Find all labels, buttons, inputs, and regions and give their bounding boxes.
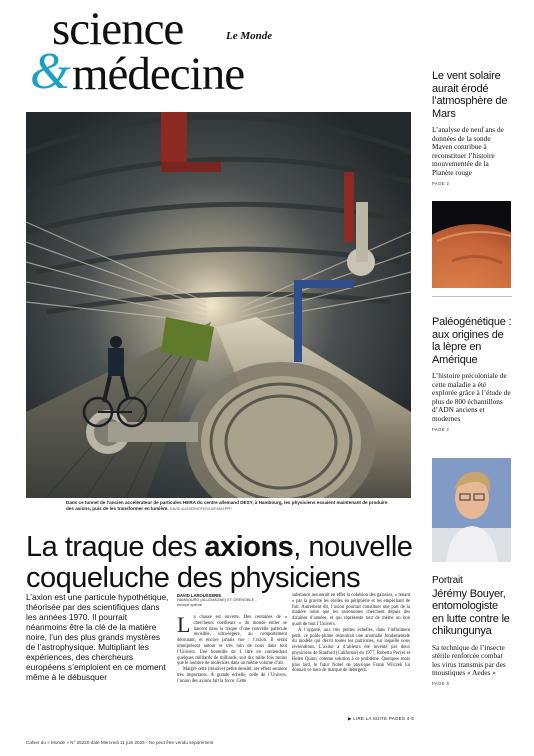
sidebar-body-portrait: Sa technique de l’insecte stérile renforcée combat les virus transmis par des moustiques « Aedes » — [432, 642, 506, 678]
article-column-2 — [292, 593, 410, 674]
sidebar-kicker-portrait: Portrait — [432, 575, 463, 586]
article-column-1 — [177, 612, 287, 685]
mars-image — [432, 201, 511, 288]
sidebar-title-portrait: Jérémy Bouyer, entomologiste en lutte contre le chikungunya — [432, 587, 510, 637]
article-paragraph-3: substance assurerait en effet la cohésion des galaxies, « tenant » par la gravité les étoiles en périphérie et les empêchant de fuir. Autrement dit, l’axion pourrait constituer une part de la matière noire que les astronomes cherchent depuis des dizaines d’années, et qui représente tout de même un bon quart de tout l’Univers. — [292, 593, 410, 627]
article-lede: L’axion est une particule hypothétique, théorisée par des scientifiques dans les années 1970. Il pourrait néanmoins être la clé de la matière noire, l’un des plus grands mystères de l’astrophysique. Multipliant les expériences, des chercheurs européens s’emploient en ce moment même à le débusquer — [26, 592, 169, 682]
caption-text: Dans ce tunnel de l’ancien accélérateur de particules HERA du centre allemand DESY, à Hambourg, les physiciens essaient maintenant de produire des axions, puis de les transformer en lumière. — [66, 500, 388, 511]
headline-part1: La traque des — [26, 531, 205, 563]
page-footer: Cahier du « Monde » N° 25220 daté Mercredi 11 juin 2025 - Ne peut être vendu séparément — [26, 740, 214, 745]
sidebar-body-lepre: L’histoire précoloniale de cette maladie a été explorée grâce à l’étude de plus de 800 échantillons d’ADN anciens et modernes — [432, 371, 511, 423]
continued-link[interactable] — [348, 716, 414, 722]
byline — [177, 593, 257, 608]
headline-keyword: axions — [204, 531, 294, 563]
photo-credit: DAVID AUSSERHOFER/LAIF/MAXPPP — [169, 507, 232, 511]
sidebar-body-mars: L’analyse de neuf ans de données de la sonde Maven contribue à reconstituer l’histoire mouvementée de la Planète rouge — [432, 125, 504, 177]
sidebar-divider — [432, 296, 512, 297]
sidebar-item-mars[interactable] — [432, 70, 512, 186]
masthead-ampersand: & — [30, 43, 71, 100]
masthead-medecine: médecine — [72, 48, 245, 100]
article-paragraph-1: a chasse est ouverte. Des centaines de « chercheurs cueilleurs » du monde entier se lancent dans la traque d’une nouvelle particule invisible, ultra-légère, au comportement déroutant, et encore jamais vue : l’axion. Il serait omniprésent autour et très loin de nous dans tout l’Univers. Une bouteille de 1 litre en contiendrait quelques milliards de milliards, soit dix mille fois moins que le nombre de molécules dans un même volume d’air. — [177, 615, 287, 667]
byline-author: DAVID LAROUSSERIE — [177, 593, 222, 598]
drop-cap: L — [177, 612, 191, 637]
main-photo-tunnel — [26, 112, 411, 498]
byline-role: - envoyé spécial — [177, 598, 257, 607]
article-paragraph-2: Malgré cette (relative) petite densité, ses effets seraient très importants. À grande échelle, celle de l’Univers, l’union des axions fait la force. Cette — [177, 667, 287, 684]
portrait-photo — [432, 458, 511, 562]
sidebar-item-portrait[interactable] — [432, 575, 512, 686]
masthead-science: science — [52, 3, 184, 55]
sidebar-page-mars: PAGE 2 — [432, 180, 450, 186]
sidebar-page-lepre: PAGE 2 — [432, 426, 450, 432]
arrow-right-icon: ▶ — [348, 716, 354, 721]
continued-label: LIRE LA SUITE PAGES 4-5 — [353, 716, 414, 721]
main-headline[interactable] — [26, 532, 416, 594]
headline-part2: , nouvelle coqueluche des physiciens — [26, 531, 413, 594]
sidebar-title-mars: Le vent solaire aurait érodé l’atmosphère de Mars — [432, 70, 508, 120]
byline-location: HAMBOURG (ALLEMAGNE) ET GRENOBLE - envoyé spécial — [177, 598, 257, 607]
sidebar-title-lepre: Paléogénétique : aux origines de la lèpre en Amérique — [432, 316, 512, 366]
sidebar-page-portrait: PAGE 8 — [432, 680, 450, 686]
photo-caption — [66, 500, 396, 512]
sidebar-item-lepre[interactable] — [432, 316, 512, 432]
article-paragraph-4: À l’opposé, aux très petites échelles, dans l’infiniment petit, ce poids-plume résoudrait une anomalie fondamentale du modèle qui décrit toutes les particules, sur laquelle nous reviendrons. L’axion a d’ailleurs été inventé par deux physiciens de Stanford (Californie) en 1977, Roberto Peccei et Helen Quinn, comme solution à ce problème. Quelques mois plus tard, le futur Nobel de physique Frank Wilczek lui donnait ce nom de marque de détergent. — [292, 627, 410, 674]
masthead-le-monde-logo: Le Monde — [226, 30, 273, 42]
